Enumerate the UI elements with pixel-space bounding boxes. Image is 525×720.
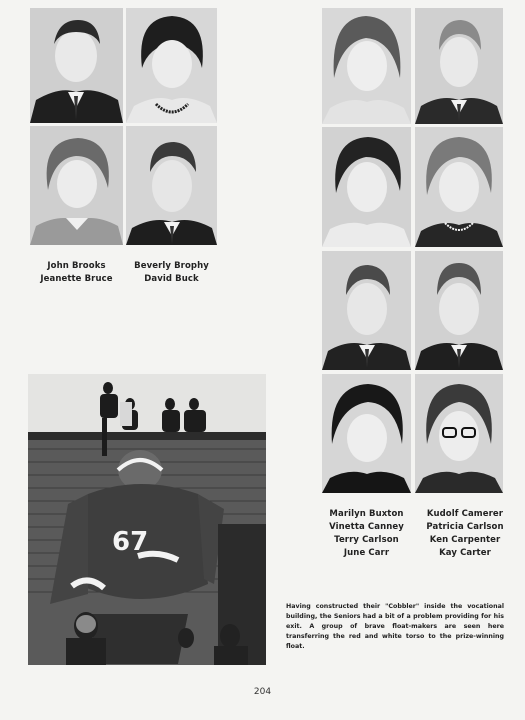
name-label: Kudolf Camerer (426, 509, 504, 519)
portrait-david-buck (126, 126, 217, 245)
name-label: Marilyn Buxton (329, 509, 404, 519)
page-number: 204 (253, 687, 272, 697)
float-photo (28, 374, 266, 665)
portrait-beverly-brophy (126, 8, 217, 123)
portrait-right-row2-col2 (415, 127, 503, 247)
names-left-col2 (126, 260, 217, 286)
portrait-right-row4-col2 (415, 374, 503, 493)
portrait-right-row4-col1 (322, 374, 411, 493)
name-label: David Buck (144, 274, 199, 284)
portrait-right-row3-col1 (322, 251, 411, 370)
name-label: Patricia Carlson (426, 522, 504, 532)
float-jersey-number: 67 (112, 527, 149, 557)
name-label: Ken Carpenter (429, 535, 501, 545)
names-right-col1 (322, 508, 411, 560)
name-label: Beverly Brophy (134, 261, 209, 271)
portrait-right-row3-col2 (415, 251, 503, 370)
portrait-jeanette-bruce (30, 126, 123, 245)
portrait-right-row2-col1 (322, 127, 411, 247)
names-right-col2 (413, 508, 517, 560)
names-left-col1 (30, 260, 123, 286)
photo-caption: Having constructed their "Cobbler" inside the vocational building, the Seniors had a bit of a problem providing for his exit. A group of brave float-makers are seen here transferring the red and white torso to the prize-winning float. (286, 603, 504, 650)
name-label: Vinetta Canney (329, 522, 404, 532)
portrait-john-brooks (30, 8, 123, 123)
name-label: Kay Carter (439, 548, 491, 558)
portrait-marilyn-buxton-row1 (322, 8, 411, 124)
name-label: John Brooks (47, 261, 106, 271)
name-label: Jeanette Bruce (40, 274, 113, 284)
name-label: June Carr (343, 548, 390, 558)
name-label: Terry Carlson (334, 535, 399, 545)
portrait-right-row1-col2 (415, 8, 503, 124)
